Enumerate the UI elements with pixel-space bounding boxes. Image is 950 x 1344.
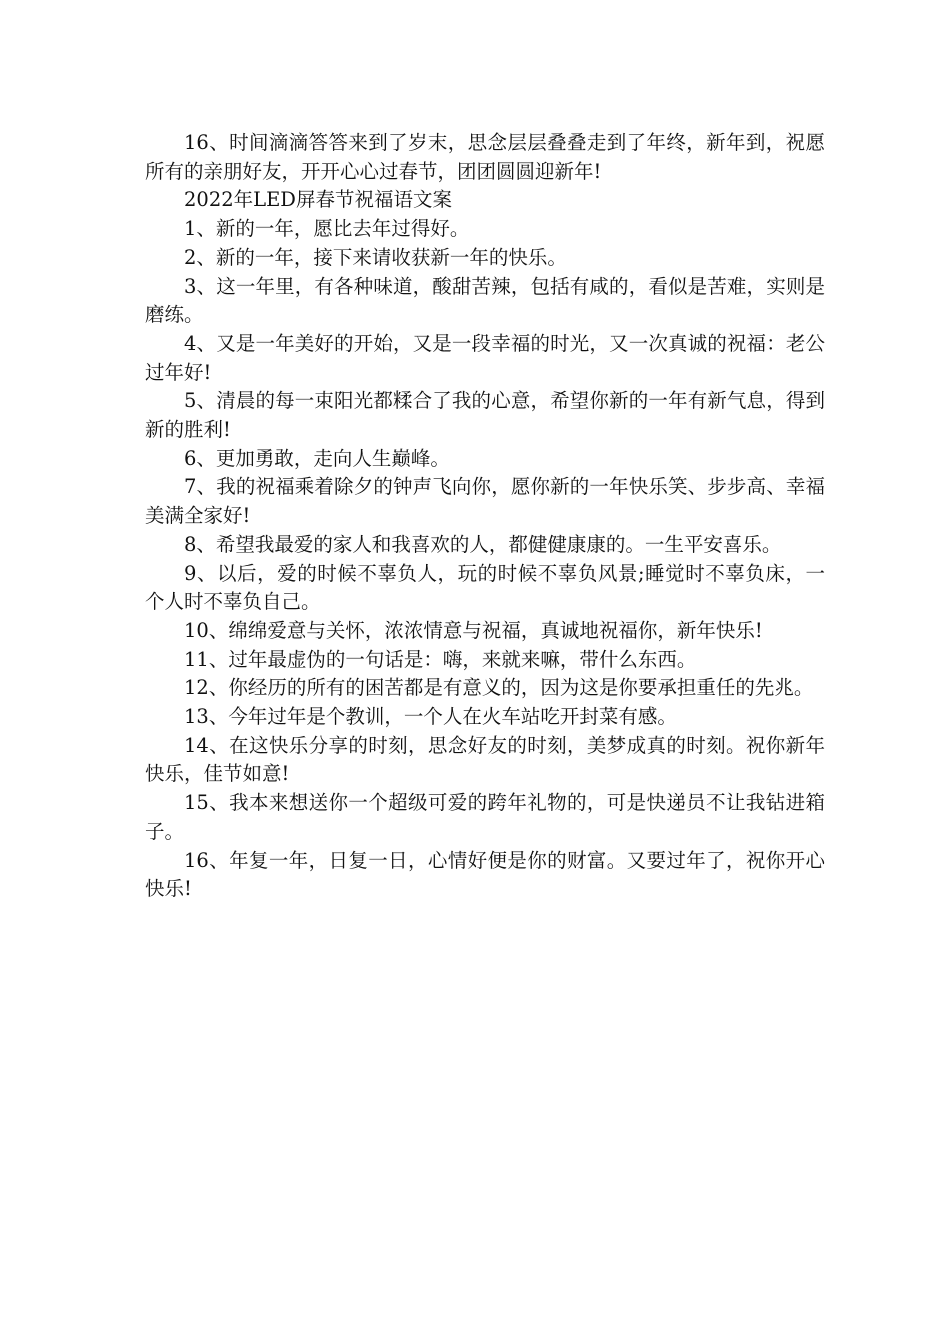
paragraph-blessing-15: 15、我本来想送你一个超级可爱的跨年礼物的，可是快递员不让我钻进箱子。 — [145, 791, 825, 843]
paragraph-blessing-2: 2、新的一年，接下来请收获新一年的快乐。 — [184, 245, 567, 269]
paragraph-blessing-8: 8、希望我最爱的家人和我喜欢的人，都健健康康的。一生平安喜乐。 — [184, 532, 782, 556]
paragraph-blessing-10: 10、绵绵爱意与关怀，浓浓情意与祝福，真诚地祝福你，新年快乐! — [184, 618, 763, 642]
section-heading: 2022年LED屏春节祝福语文案 — [184, 188, 452, 212]
paragraph-blessing-7: 7、我的祝福乘着除夕的钟声飞向你，愿你新的一年快乐笑、步步高、幸福美满全家好! — [145, 475, 825, 528]
paragraph-blessing-3: 3、这一年里，有各种味道，酸甜苦辣，包括有咸的，看似是苦难，实则是磨练。 — [145, 274, 825, 327]
paragraph-blessing-4: 4、又是一年美好的开始，又是一段幸福的时光，又一次真诚的祝福：老公过年好! — [145, 331, 825, 384]
paragraph-blessing-11: 11、过年最虚伪的一句话是：嗨，来就来嘛，带什么东西。 — [184, 647, 697, 671]
paragraph-blessing-1: 1、新的一年，愿比去年过得好。 — [184, 217, 470, 241]
paragraph-blessing-9: 9、以后，爱的时候不辜负人，玩的时候不辜负风景;睡觉时不辜负床，一个人时不辜负自己。 — [145, 561, 825, 614]
paragraph-blessing-16-intro: 16、时间滴滴答答来到了岁末，思念层层叠叠走到了年终，新年到，祝愿所有的亲朋好友，开开心心过春节，团团圆圆迎新年! — [145, 131, 825, 183]
paragraph-blessing-12: 12、你经历的所有的困苦都是有意义的，因为这是你要承担重任的先兆。 — [184, 676, 814, 700]
paragraph-blessing-6: 6、更加勇敢，走向人生巅峰。 — [184, 446, 450, 470]
document-body — [145, 129, 825, 904]
paragraph-blessing-16: 16、年复一年，日复一日，心情好便是你的财富。又要过年了，祝你开心快乐! — [145, 848, 825, 901]
paragraph-blessing-14: 14、在这快乐分享的时刻，思念好友的时刻，美梦成真的时刻。祝你新年快乐，佳节如意! — [145, 733, 825, 786]
paragraph-blessing-13: 13、今年过年是个教训，一个人在火车站吃开封菜有感。 — [184, 705, 677, 729]
paragraph-blessing-5: 5、清晨的每一束阳光都糅合了我的心意，希望你新的一年有新气息，得到新的胜利! — [145, 389, 825, 442]
